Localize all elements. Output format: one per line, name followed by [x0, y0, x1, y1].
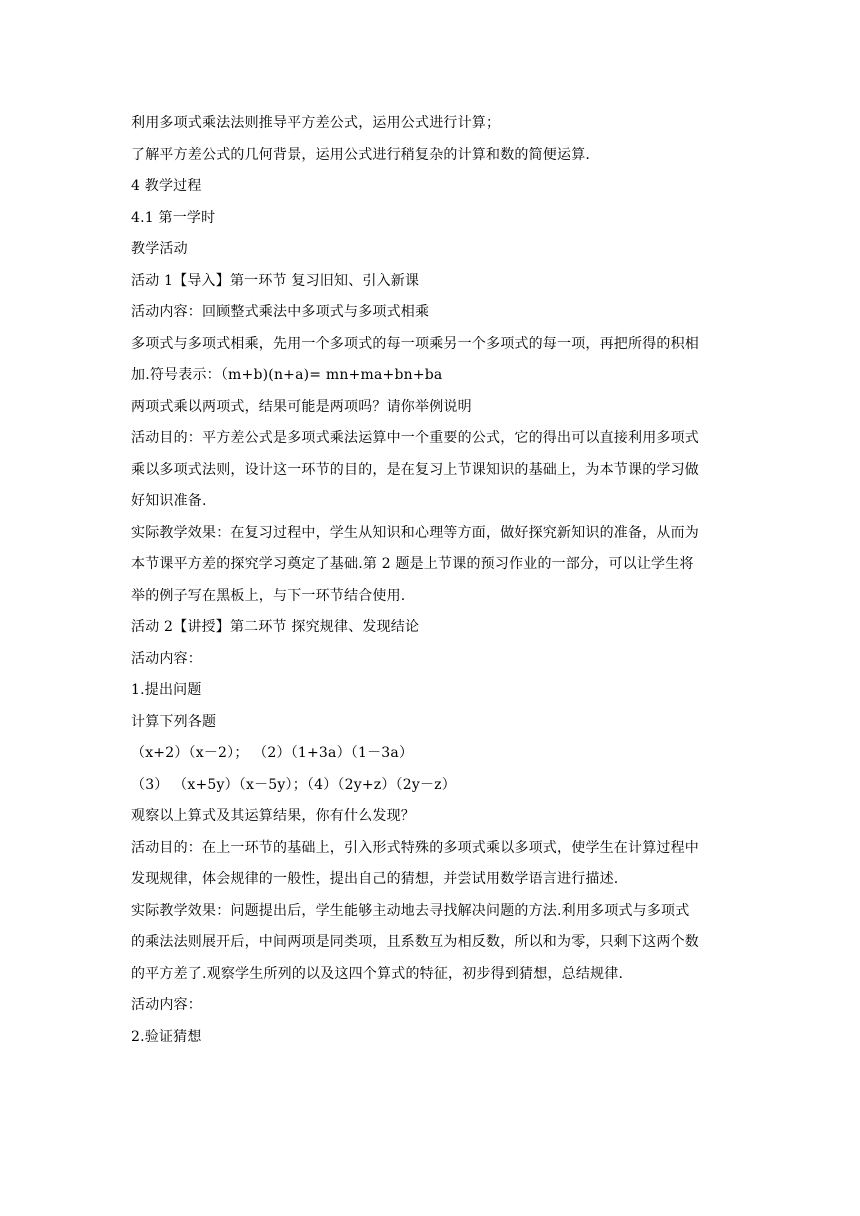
section-heading: 4 教学过程	[131, 178, 202, 194]
text-line: 举的例子写在黑板上，与下一环节结合使用.	[131, 587, 406, 604]
text-line: 计算下列各题	[131, 713, 217, 730]
text-line: 乘以多项式法则，设计这一环节的目的，是在复习上节课知识的基础上，为本节课的学习做	[131, 461, 699, 478]
text-line: 多项式与多项式相乘，先用一个多项式的每一项乘另一个多项式的每一项，再把所得的积相	[131, 335, 699, 352]
activity-heading: 活动 2【讲授】第二环节 探究规律、发现结论	[131, 619, 420, 635]
text-line: 1.提出问题	[131, 682, 202, 698]
formula-line: 加.符号表示：（m+b)(n+a)= mn+ma+bn+ba	[131, 367, 443, 383]
subsection-heading: 4.1 第一学时	[131, 209, 216, 226]
text-line: 的平方差了.观察学生所列的以及这四个算式的特征，初步得到猜想，总结规律.	[131, 965, 624, 982]
activity-heading: 活动 1【导入】第一环节 复习旧知、引入新课	[131, 272, 420, 289]
text-line: 好知识准备.	[131, 493, 207, 509]
formula-line: （3） （x+5y）（x－5y）；（4）（2y+z）（2y－z）	[131, 776, 456, 793]
text-line: 实际教学效果：在复习过程中，学生从知识和心理等方面，做好探究新知识的准备，从而为	[131, 524, 699, 541]
text-line: 了解平方差公式的几何背景，运用公式进行稍复杂的计算和数的简便运算.	[131, 146, 591, 163]
text-line: 实际教学效果：问题提出后，学生能够主动地去寻找解决问题的方法.利用多项式与多项式	[131, 902, 690, 919]
text-line: 活动内容：	[131, 650, 202, 667]
text-line: 活动内容：	[131, 997, 202, 1013]
text-line: 本节课平方差的探究学习奠定了基础.第 2 题是上节课的预习作业的一部分，可以让学生将	[131, 556, 694, 572]
text-line: 2.验证猜想	[131, 1028, 202, 1045]
document-body	[131, 108, 731, 1053]
text-line: 观察以上算式及其运算结果，你有什么发现？	[131, 808, 415, 824]
text-line: 教学活动	[131, 241, 188, 257]
formula-line: （x+2）（x－2）； （2）（1+3a）（1－3a）	[131, 745, 414, 761]
text-line: 活动目的：平方差公式是多项式乘法运算中一个重要的公式，它的得出可以直接利用多项式	[131, 430, 699, 446]
text-line: 利用多项式乘法法则推导平方差公式，运用公式进行计算；	[131, 115, 501, 131]
text-line: 活动目的：在上一环节的基础上，引入形式特殊的多项式乘以多项式，使学生在计算过程中	[131, 839, 699, 856]
text-line: 活动内容：回顾整式乘法中多项式与多项式相乘	[131, 304, 430, 320]
text-line: 的乘法法则展开后，中间两项是同类项，且系数互为相反数，所以和为零，只剩下这两个数	[131, 934, 699, 950]
text-line: 发现规律，体会规律的一般性，提出自己的猜想，并尝试用数学语言进行描述.	[131, 871, 619, 887]
text-line: 两项式乘以两项式，结果可能是两项吗？请你举例说明	[131, 398, 472, 415]
